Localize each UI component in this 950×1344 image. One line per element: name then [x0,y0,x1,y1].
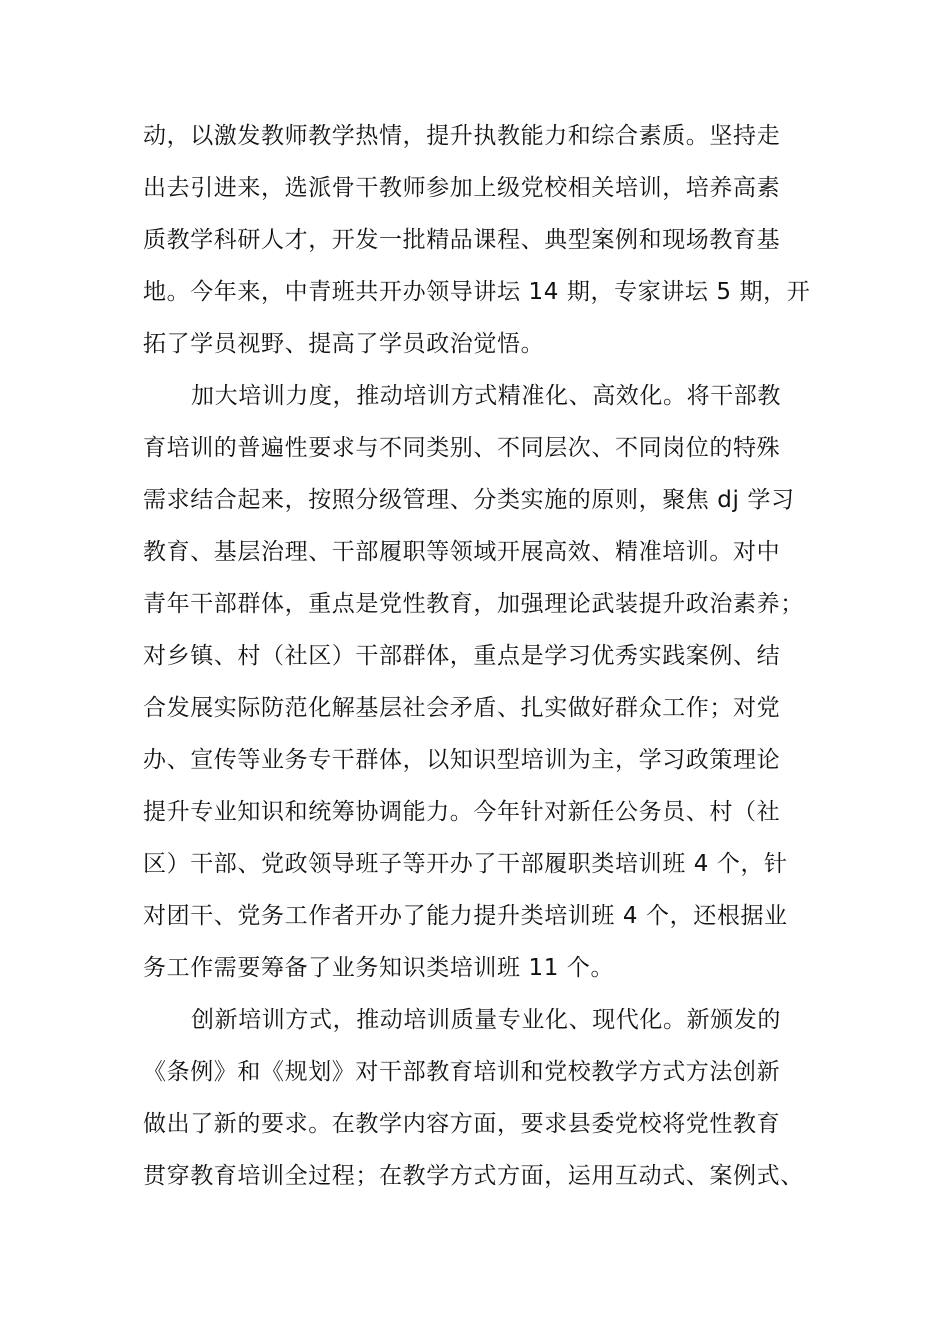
paragraph-start-line: 加大培训力度，推动培训方式精准化、高效化。将干部教 [191,383,781,409]
text-line: 育培训的普遍性要求与不同类别、不同层次、不同岗位的特殊 [143,435,781,461]
text-line: 出去引进来，选派骨干教师参加上级党校相关培训，培养高素 [143,175,781,201]
text-line: 合发展实际防范化解基层社会矛盾、扎实做好群众工作；对党 [143,695,781,721]
text-line: 质教学科研人才，开发一批精品课程、典型案例和现场教育基 [143,227,781,253]
text-line: 地。今年来，中青班共开办领导讲坛 14 期，专家讲坛 5 期，开 [143,279,811,305]
text-line: 教育、基层治理、干部履职等领域开展高效、精准培训。对中 [143,539,781,565]
text-line: 对团干、党务工作者开办了能力提升类培训班 4 个，还根据业 [143,903,788,929]
text-line: 办、宣传等业务专干群体，以知识型培训为主，学习政策理论 [143,747,781,773]
text-line: 需求结合起来，按照分级管理、分类实施的原则，聚焦 dj 学习 [143,487,795,513]
text-line: 务工作需要筹备了业务知识类培训班 11 个。 [143,955,615,981]
text-line: 《条例》和《规划》对干部教育培训和党校教学方式方法创新 [143,1059,781,1085]
text-line: 青年干部群体，重点是党性教育，加强理论武装提升政治素养； [143,591,804,617]
text-line: 贯穿教育培训全过程；在教学方式方面，运用互动式、案例式、 [143,1163,804,1189]
text-line: 动，以激发教师教学热情，提升执教能力和综合素质。坚持走 [143,123,781,149]
text-line: 拓了学员视野、提高了学员政治觉悟。 [143,331,545,357]
document-body [143,110,813,1202]
text-line: 提升专业知识和统筹协调能力。今年针对新任公务员、村（社 [143,799,781,825]
paragraph-start-line: 创新培训方式，推动培训质量专业化、现代化。新颁发的 [191,1007,781,1033]
text-line: 对乡镇、村（社区）干部群体，重点是学习优秀实践案例、结 [143,643,781,669]
text-line: 做出了新的要求。在教学内容方面，要求县委党校将党性教育 [143,1111,781,1137]
text-line: 区）干部、党政领导班子等开办了干部履职类培训班 4 个，针 [143,851,788,877]
